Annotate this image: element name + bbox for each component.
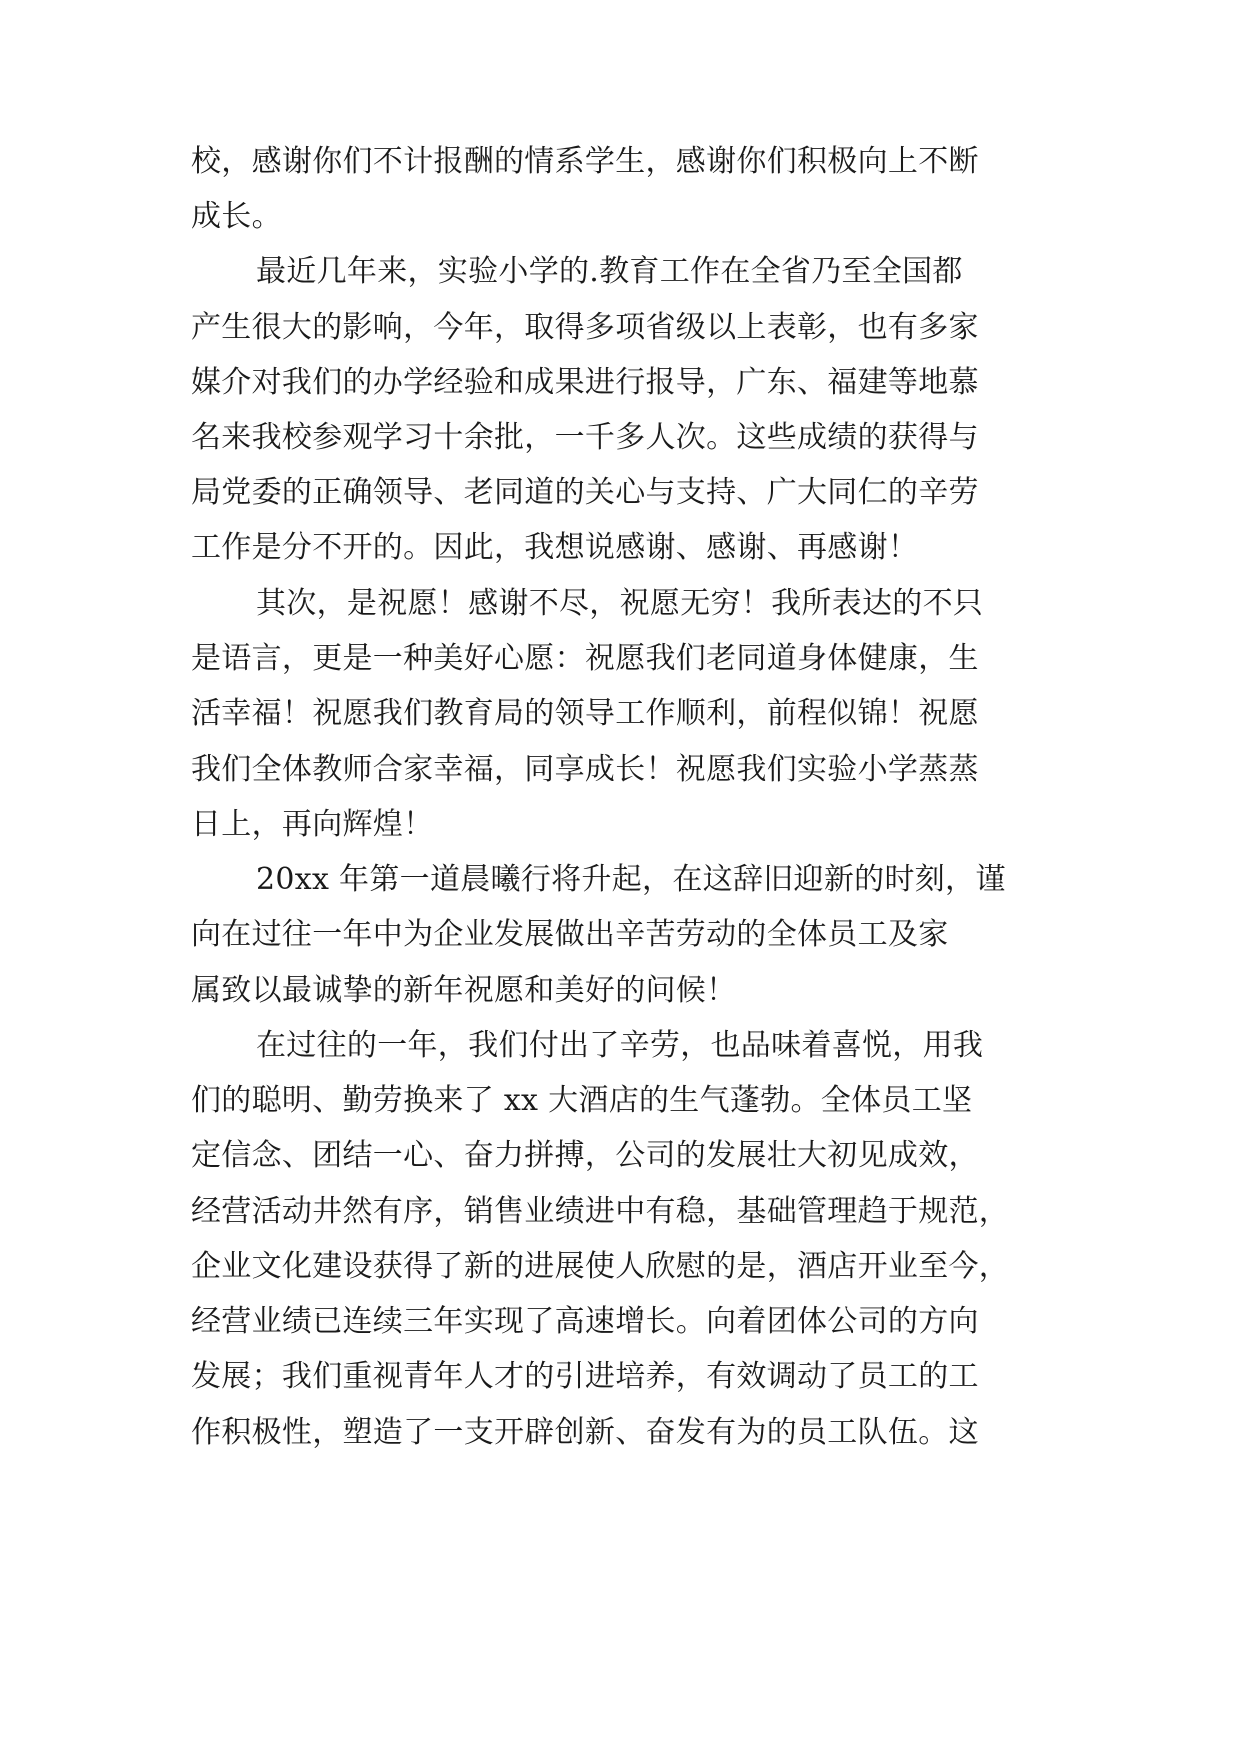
text-line: 定信念、团结一心、奋力拼搏，公司的发展壮大初见成效，: [191, 1138, 979, 1173]
text-line: 我们全体教师合家幸福，同享成长！祝愿我们实验小学蒸蒸: [191, 752, 979, 787]
text-line: 们的聪明、勤劳换来了 xx 大酒店的生气蓬勃。全体员工坚: [191, 1083, 973, 1118]
text-line: 在过往的一年，我们付出了辛劳，也品味着喜悦，用我: [256, 1028, 984, 1063]
text-line: 工作是分不开的。因此，我想说感谢、感谢、再感谢！: [191, 530, 919, 565]
text-line: 经营业绩已连续三年实现了高速增长。向着团体公司的方向: [191, 1304, 979, 1339]
text-line: 媒介对我们的办学经验和成果进行报导，广东、福建等地慕: [191, 365, 979, 400]
text-line: 活幸福！祝愿我们教育局的领导工作顺利，前程似锦！祝愿: [191, 696, 979, 731]
text-line: 局党委的正确领导、老同道的关心与支持、广大同仁的辛劳: [191, 475, 979, 510]
text-line: 日上，再向辉煌！: [191, 807, 434, 842]
text-line: 发展；我们重视青年人才的引进培养，有效调动了员工的工: [191, 1359, 979, 1394]
text-line: 产生很大的影响，今年，取得多项省级以上表彰，也有多家: [191, 310, 979, 345]
text-line: 作积极性，塑造了一支开辟创新、奋发有为的员工队伍。这: [191, 1415, 979, 1450]
text-line: 属致以最诚挚的新年祝愿和美好的问候！: [191, 973, 737, 1008]
text-line: 企业文化建设获得了新的进展使人欣慰的是，酒店开业至今，: [191, 1249, 1010, 1284]
text-line: 经营活动井然有序，销售业绩进中有稳，基础管理趋于规范，: [191, 1194, 1010, 1229]
text-line: 20xx 年第一道晨曦行将升起，在这辞旧迎新的时刻，谨: [256, 862, 1006, 897]
text-line: 最近几年来，实验小学的.教育工作在全省乃至全国都: [256, 254, 963, 289]
text-line: 向在过往一年中为企业发展做出辛苦劳动的全体员工及家: [191, 917, 949, 952]
text-line: 是语言，更是一种美好心愿：祝愿我们老同道身体健康，生: [191, 641, 979, 676]
text-line: 校，感谢你们不计报酬的情系学生，感谢你们积极向上不断: [191, 144, 979, 179]
text-line: 名来我校参观学习十余批，一千多人次。这些成绩的获得与: [191, 420, 979, 455]
text-line: 成长。: [191, 199, 282, 234]
text-line: 其次，是祝愿！感谢不尽，祝愿无穷！我所表达的不只: [256, 586, 984, 621]
